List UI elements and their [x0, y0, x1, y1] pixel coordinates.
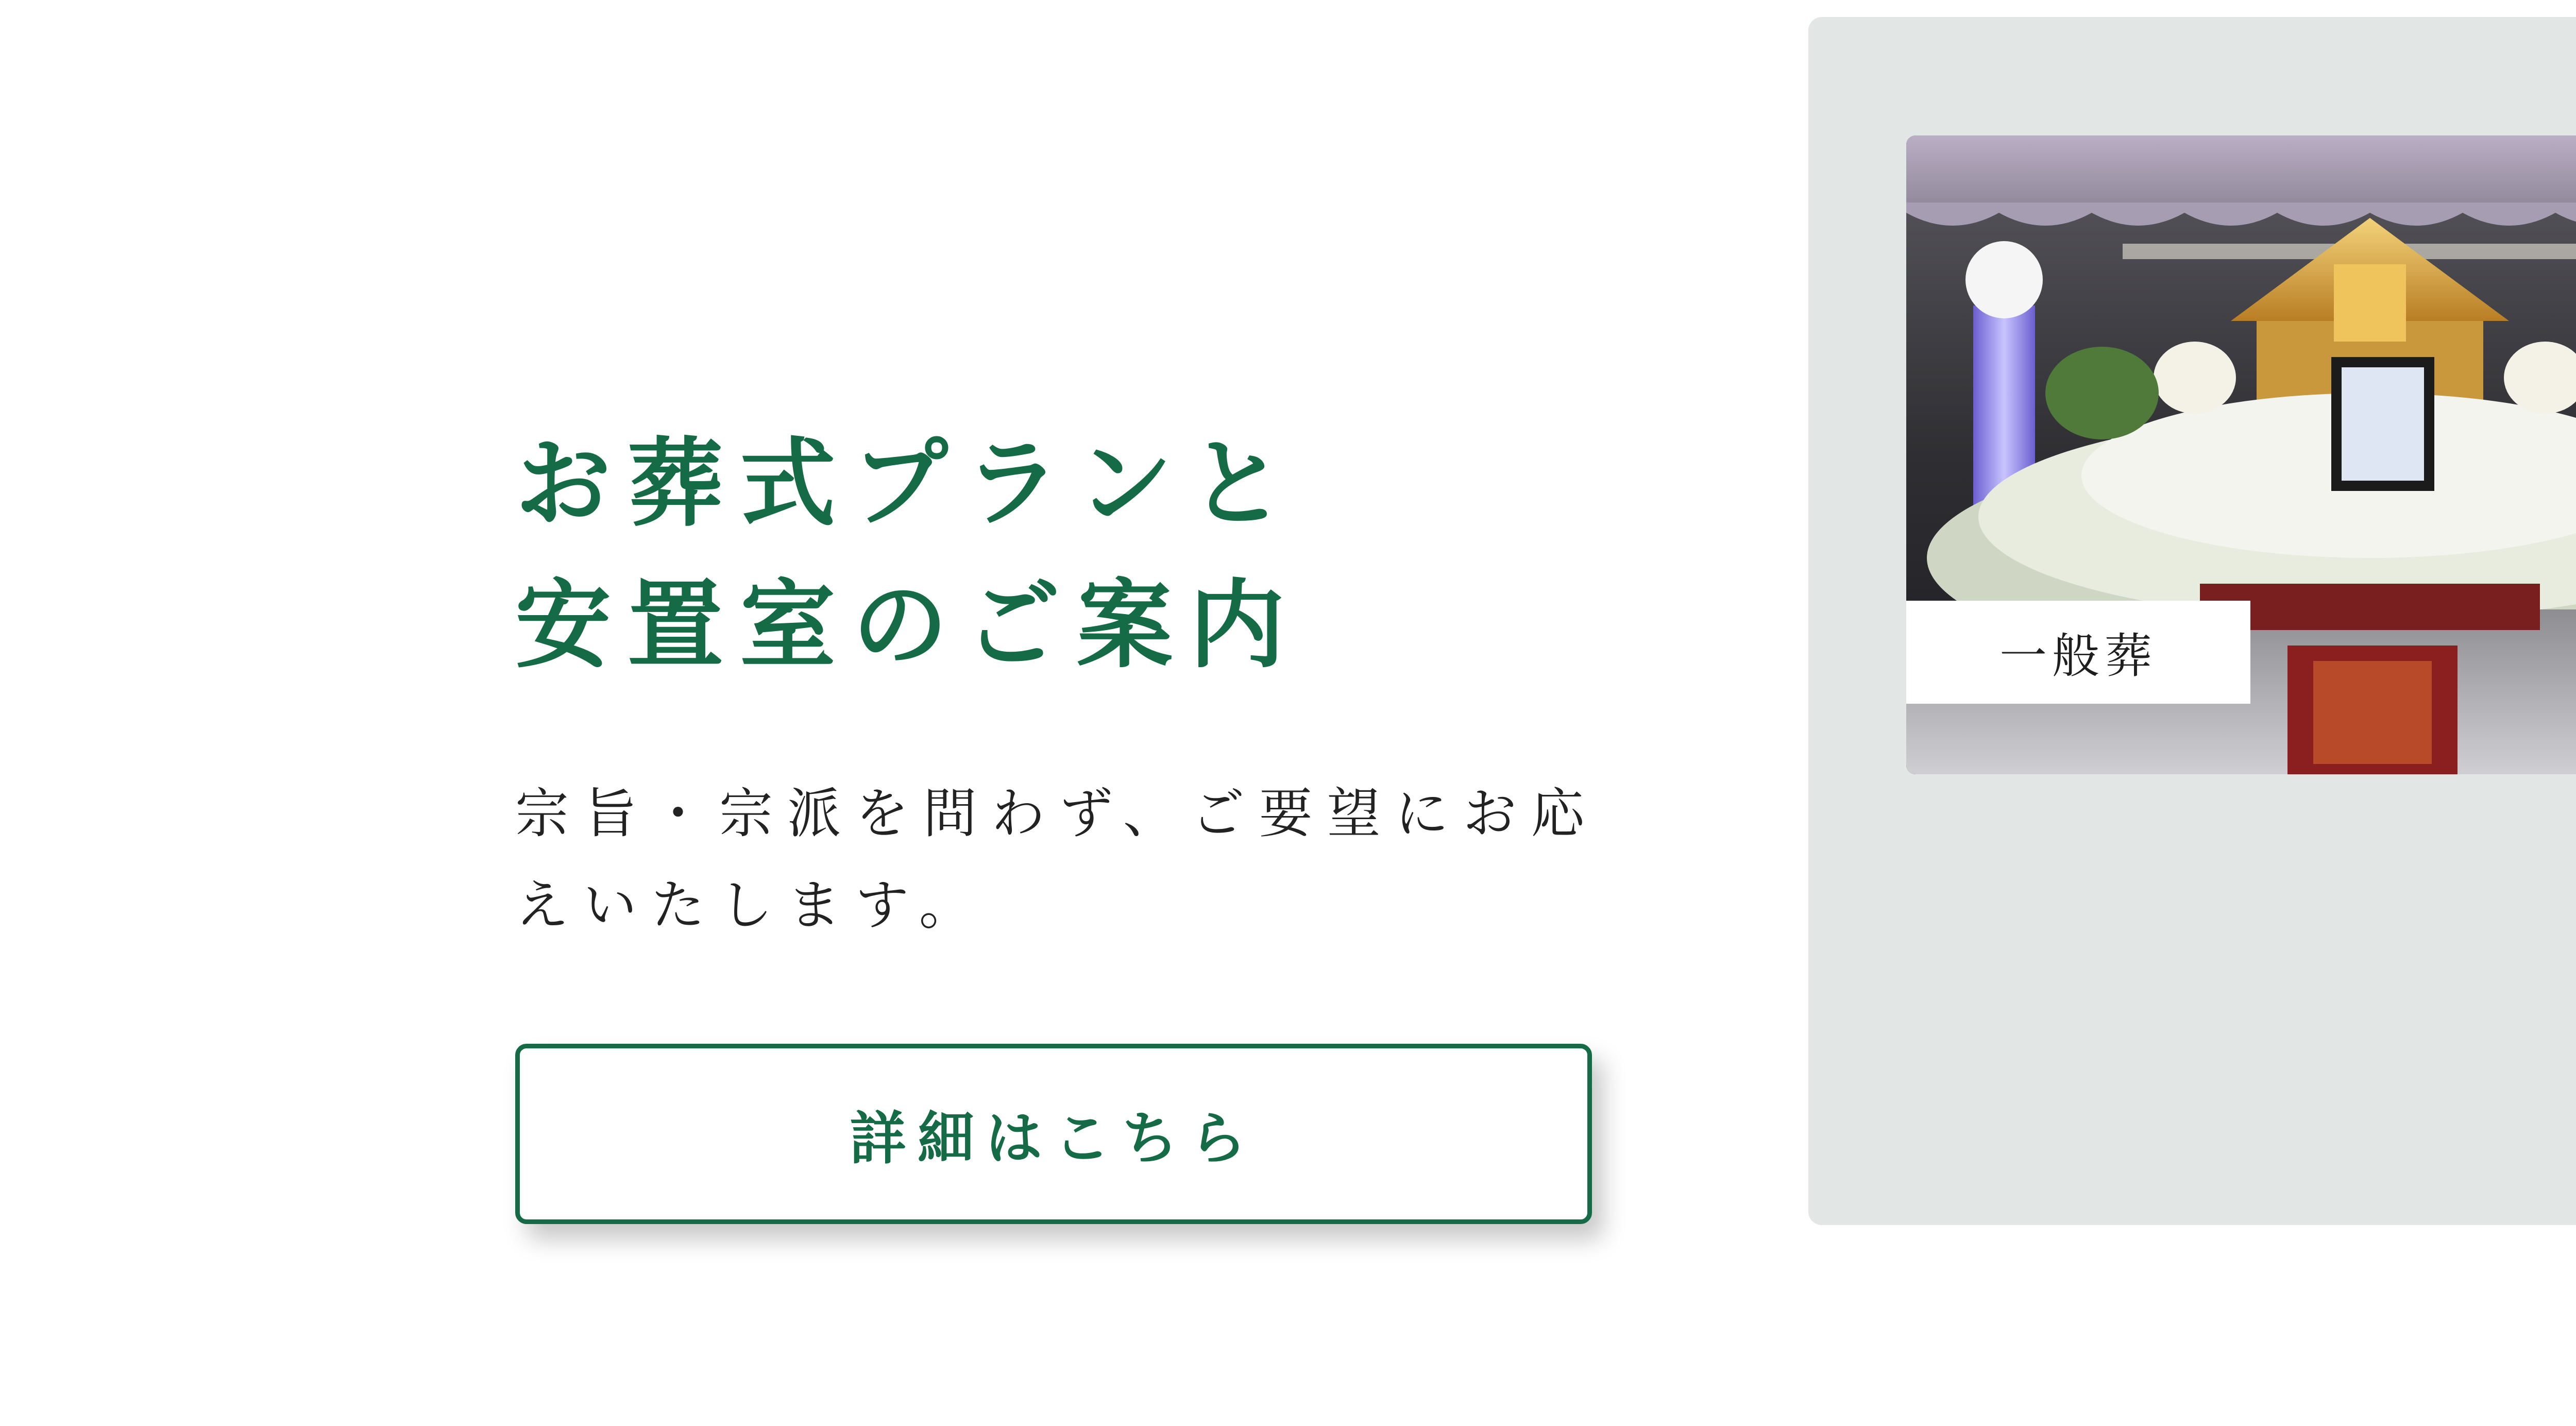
description-line: えいたします。 [515, 874, 987, 937]
details-button[interactable]: 詳細はこちら [515, 1044, 1592, 1224]
description-line: 宗旨・宗派を問わず、ご要望にお応 [515, 782, 1599, 845]
section-heading [515, 412, 1752, 695]
section-description [515, 768, 1649, 951]
heading-line: お葬式プランと [515, 427, 1302, 539]
plan-label-general-funeral: 一般葬 [1906, 601, 2250, 704]
plan-panel [1808, 17, 2576, 1225]
plan-card-general-funeral[interactable] [1906, 135, 2576, 774]
heading-line: 安置室のご案内 [515, 568, 1302, 681]
